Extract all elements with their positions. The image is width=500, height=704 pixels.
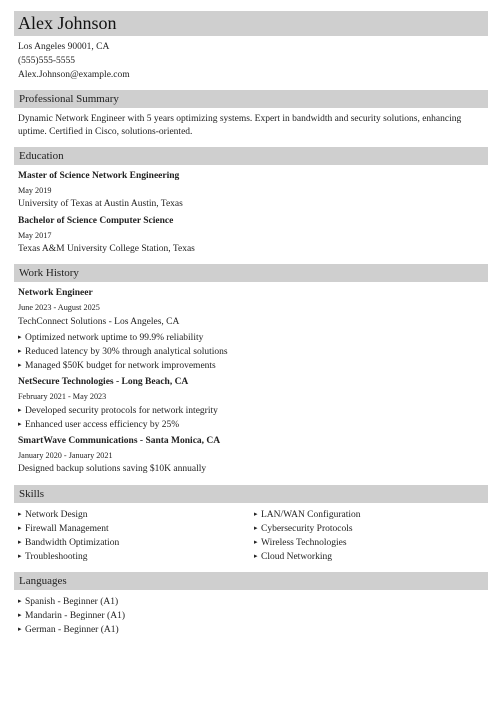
bullet-icon: ▸ [18,510,22,518]
degree-2: Bachelor of Science Computer Science [18,216,174,226]
skill-item: ▸ Cybersecurity Protocols [254,524,353,534]
bullet-icon: ▸ [18,406,22,414]
bullet-icon: ▸ [18,524,22,532]
list-item: ▸ Optimized network uptime to 99.9% reliability [18,333,204,343]
bullet-icon: ▸ [18,538,22,546]
bullet-icon: ▸ [18,597,22,605]
languages-title: Languages [19,575,67,587]
list-item: ▸ Reduced latency by 30% through analytical solutions [18,347,228,357]
degree-2-date: May 2017 [18,231,52,240]
language-item: ▸ Spanish - Beginner (A1) [18,597,119,607]
skill-item: ▸ Firewall Management [18,524,109,534]
bullet-icon: ▸ [18,611,22,619]
bullet-icon: ▸ [18,333,22,341]
degree-2-school: Texas A&M University College Station, Texas [18,244,195,254]
work-title: Work History [19,267,79,279]
degree-1-date: May 2019 [18,186,52,195]
job-3-dates: January 2020 - January 2021 [18,451,113,460]
languages-header [14,572,488,590]
bullet-icon: ▸ [18,420,22,428]
skill-item: ▸ LAN/WAN Configuration [254,510,361,520]
job-3-title: SmartWave Communications - Santa Monica, CA [18,436,221,446]
job-1-company: TechConnect Solutions - Los Angeles, CA [18,317,180,327]
skill-item: ▸ Troubleshooting [18,552,88,562]
bullet-icon: ▸ [18,552,22,560]
job-2-title: NetSecure Technologies - Long Beach, CA [18,377,189,387]
bullet-icon: ▸ [254,524,258,532]
skill-item: ▸ Network Design [18,510,88,520]
bullet-icon: ▸ [254,538,258,546]
summary-header [14,90,488,108]
degree-1-school: University of Texas at Austin Austin, Texas [18,199,183,209]
list-item: ▸ Enhanced user access efficiency by 25% [18,420,180,430]
job-3-description: Designed backup solutions saving $10K annually [18,464,207,474]
list-item: ▸ Developed security protocols for network integrity [18,406,218,416]
bullet-icon: ▸ [18,625,22,633]
degree-1: Master of Science Network Engineering [18,171,180,181]
list-item: ▸ Managed $50K budget for network improvements [18,361,216,371]
skills-title: Skills [19,488,45,500]
email: Alex.Johnson@example.com [18,70,130,80]
summary-title: Professional Summary [19,93,119,105]
address: Los Angeles 90001, CA [18,42,110,52]
summary-text: Dynamic Network Engineer with 5 years optimizing systems. Expert in bandwidth and security solutions, enhancing uptime. Certified in Cisco, solutions-oriented. [18,114,462,137]
bullet-icon: ▸ [18,347,22,355]
bullet-icon: ▸ [18,361,22,369]
job-2-dates: February 2021 - May 2023 [18,392,107,401]
candidate-name: Alex Johnson [18,13,117,33]
job-1-dates: June 2023 - August 2025 [18,303,100,312]
skill-item: ▸ Wireless Technologies [254,538,347,548]
bullet-icon: ▸ [254,552,258,560]
skills-header [14,485,488,503]
skill-item: ▸ Bandwidth Optimization [18,538,120,548]
skill-item: ▸ Cloud Networking [254,552,332,562]
phone: (555)555-5555 [18,56,75,66]
bullet-icon: ▸ [254,510,258,518]
name-header [14,11,488,36]
language-item: ▸ German - Beginner (A1) [18,625,119,635]
work-header [14,264,488,282]
education-title: Education [19,150,64,162]
education-header [14,147,488,165]
job-1-title: Network Engineer [18,288,93,298]
language-item: ▸ Mandarin - Beginner (A1) [18,611,125,621]
